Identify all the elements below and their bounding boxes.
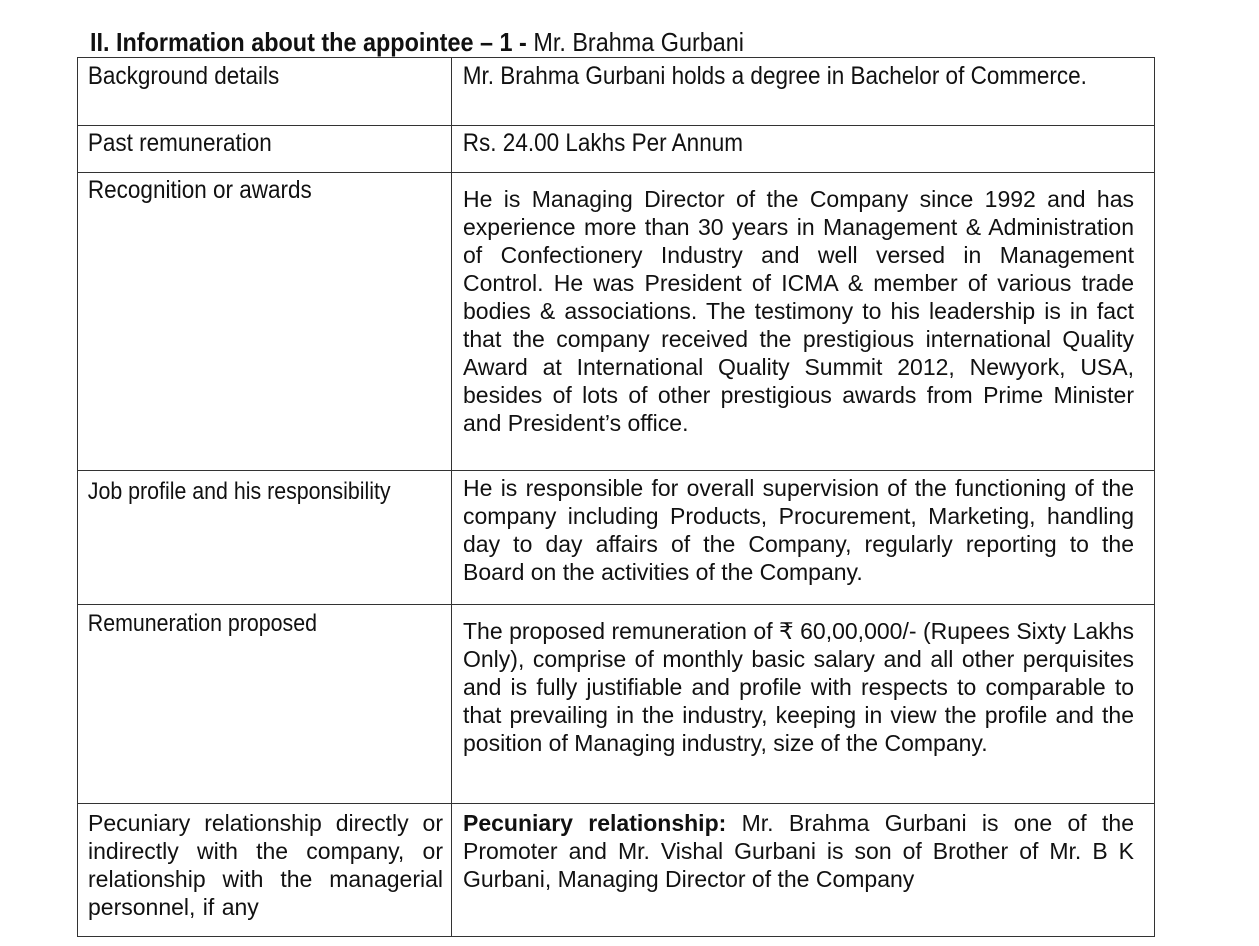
- table-row-remuneration-proposed: [78, 605, 1155, 804]
- past-remuneration-value: Rs. 24.00 Lakhs Per Annum: [462, 129, 743, 157]
- pecuniary-relationship-label: Pecuniary relationship directly or indirectly with the company, or relationship with the managerial personnel, if any: [88, 810, 443, 920]
- value-cell: [452, 126, 1155, 173]
- value-cell: [452, 173, 1155, 471]
- appointee-info-table: [77, 57, 1155, 937]
- background-details-label: Background details: [87, 62, 280, 90]
- past-remuneration-label: Past remuneration: [87, 129, 272, 157]
- pecuniary-relationship-text: Mr. Brahma Gurbani is one of the Promoter and Mr. Vishal Gurbani is son of Brother of Mr. B K Gurbani, Managing Director of the Company: [463, 810, 1134, 892]
- label-cell: [78, 605, 452, 804]
- table-row-recognition: [78, 173, 1155, 471]
- table-row-pecuniary: [78, 804, 1155, 937]
- remuneration-proposed-value: The proposed remuneration of ₹ 60,00,000/- (Rupees Sixty Lakhs Only), comprise of monthly basic salary and all other perquisites and is fully justifiable and profile with respects to comparable to that prevailing in the industry, keeping in view the profile and the position of Managing industry, size of the Company.: [463, 618, 1134, 756]
- table-row-background: [78, 58, 1155, 126]
- label-cell: [78, 173, 452, 471]
- pecuniary-relationship-value: [452, 809, 1154, 893]
- remuneration-proposed-label: Remuneration proposed: [87, 610, 317, 637]
- value-cell: [452, 605, 1155, 804]
- table-row-past-remuneration: [78, 126, 1155, 173]
- appointee-name: Mr. Brahma Gurbani: [526, 27, 745, 57]
- job-profile-value: He is responsible for overall supervision of the functioning of the company including Products, Procurement, Marketing, handling day to day affairs of the Company, regularly reporting to the Board on the activities of the Company.: [463, 475, 1134, 585]
- background-details-value: Mr. Brahma Gurbani holds a degree in Bachelor of Commerce.: [462, 62, 1087, 90]
- pecuniary-relationship-bold: Pecuniary relationship:: [463, 810, 727, 836]
- value-cell: [452, 804, 1155, 937]
- label-cell: [78, 804, 452, 937]
- job-profile-label: Job profile and his responsibility: [87, 478, 391, 505]
- value-cell: [452, 58, 1155, 126]
- section-heading-label: II. Information about the appointee – 1 -: [90, 27, 527, 57]
- value-cell: [452, 471, 1155, 605]
- label-cell: [78, 58, 452, 126]
- label-cell: [78, 126, 452, 173]
- label-cell: [78, 471, 452, 605]
- recognition-awards-value: He is Managing Director of the Company since 1992 and has experience more than 30 years in Management & Administration of Confectionery Industry and well versed in Management Control. He was President of ICMA & member of various trade bodies & associations. The testimony to his leadership is in fact that the company received the prestigious international Quality Award at International Quality Summit 2012, Newyork, USA, besides of lots of other prestigious awards from Prime Minister and President’s office.: [463, 186, 1134, 436]
- section-heading: [90, 27, 744, 57]
- table-row-job-profile: [78, 471, 1155, 605]
- recognition-awards-label: Recognition or awards: [87, 176, 312, 204]
